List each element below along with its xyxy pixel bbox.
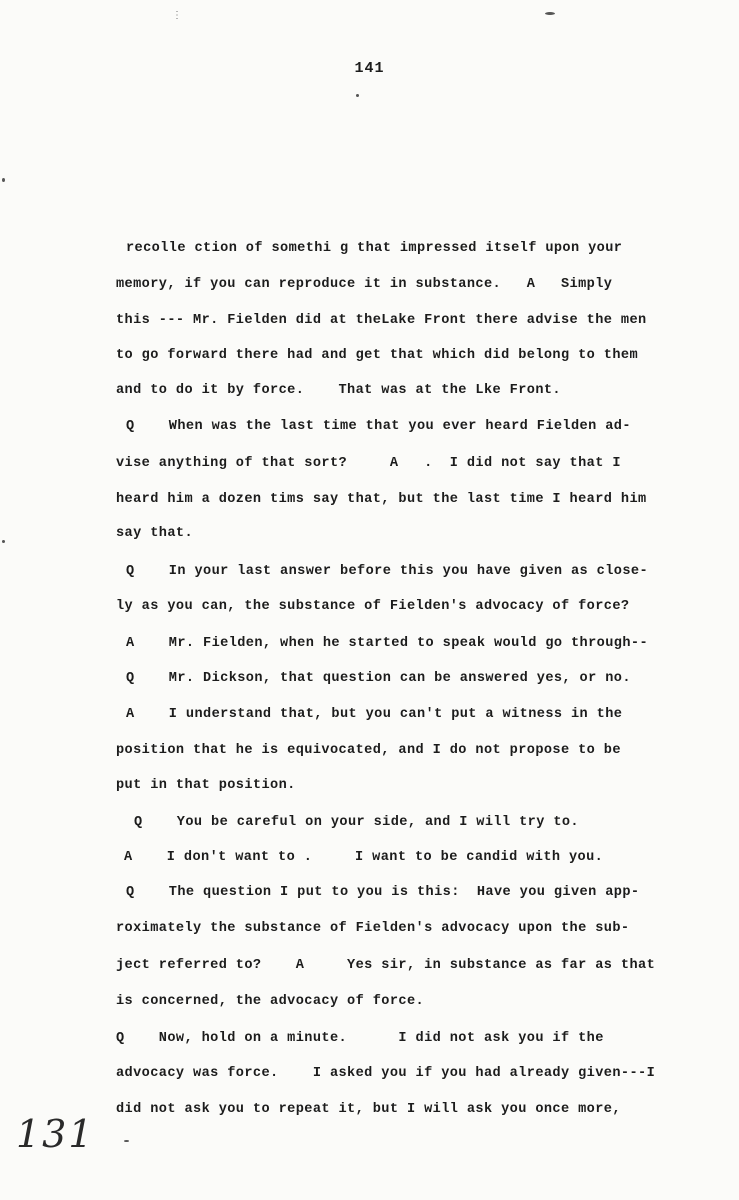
scan-mark: ⋮ [172, 11, 182, 22]
text-line: Q In your last answer before this you have given as close- [126, 564, 649, 579]
page-number: 141 [354, 60, 385, 77]
text-line: did not ask you to repeat it, but I will ask you once more, [116, 1102, 621, 1117]
ink-speck [124, 1140, 129, 1142]
text-line: say that. [116, 526, 194, 541]
text-line: advocacy was force. I asked you if you had already given---I [116, 1066, 656, 1081]
text-line: Q The question I put to you is this: Have you given app- [126, 885, 640, 900]
text-line: memory, if you can reproduce it in substance. A Simply [116, 277, 613, 292]
text-line: this --- Mr. Fielden did at theLake Front there advise the men [116, 313, 647, 328]
text-line: ject referred to? A Yes sir, in substance as far as that [116, 958, 656, 973]
text-line: heard him a dozen tims say that, but the last time I heard him [116, 492, 647, 507]
handwritten-page-number: 131 [16, 1112, 95, 1156]
text-line: vise anything of that sort? A . I did not say that I [116, 456, 621, 471]
text-line: position that he is equivocated, and I do not propose to be [116, 743, 621, 758]
text-line: put in that position. [116, 778, 296, 793]
text-line: and to do it by force. That was at the Lke Front. [116, 383, 561, 398]
ink-speck [2, 540, 5, 543]
text-line: A Mr. Fielden, when he started to speak would go through-- [126, 636, 649, 651]
text-line: Q You be careful on your side, and I will try to. [134, 815, 579, 830]
text-line: Q Now, hold on a minute. I did not ask you if the [116, 1031, 604, 1046]
text-line: to go forward there had and get that which did belong to them [116, 348, 639, 363]
text-line: Q Mr. Dickson, that question can be answered yes, or no. [126, 671, 631, 686]
ink-speck [356, 94, 359, 97]
text-line: A I understand that, but you can't put a witness in the [126, 707, 623, 722]
text-line: ly as you can, the substance of Fielden's advocacy of force? [116, 599, 630, 614]
text-line: recolle ction of somethi g that impressed itself upon your [126, 241, 623, 256]
ink-speck [545, 12, 555, 15]
text-line: roximately the substance of Fielden's advocacy upon the sub- [116, 921, 630, 936]
ink-speck [2, 178, 5, 182]
text-line: is concerned, the advocacy of force. [116, 994, 425, 1009]
text-line: A I don't want to . I want to be candid with you. [124, 850, 604, 865]
text-line: Q When was the last time that you ever heard Fielden ad- [126, 419, 631, 434]
